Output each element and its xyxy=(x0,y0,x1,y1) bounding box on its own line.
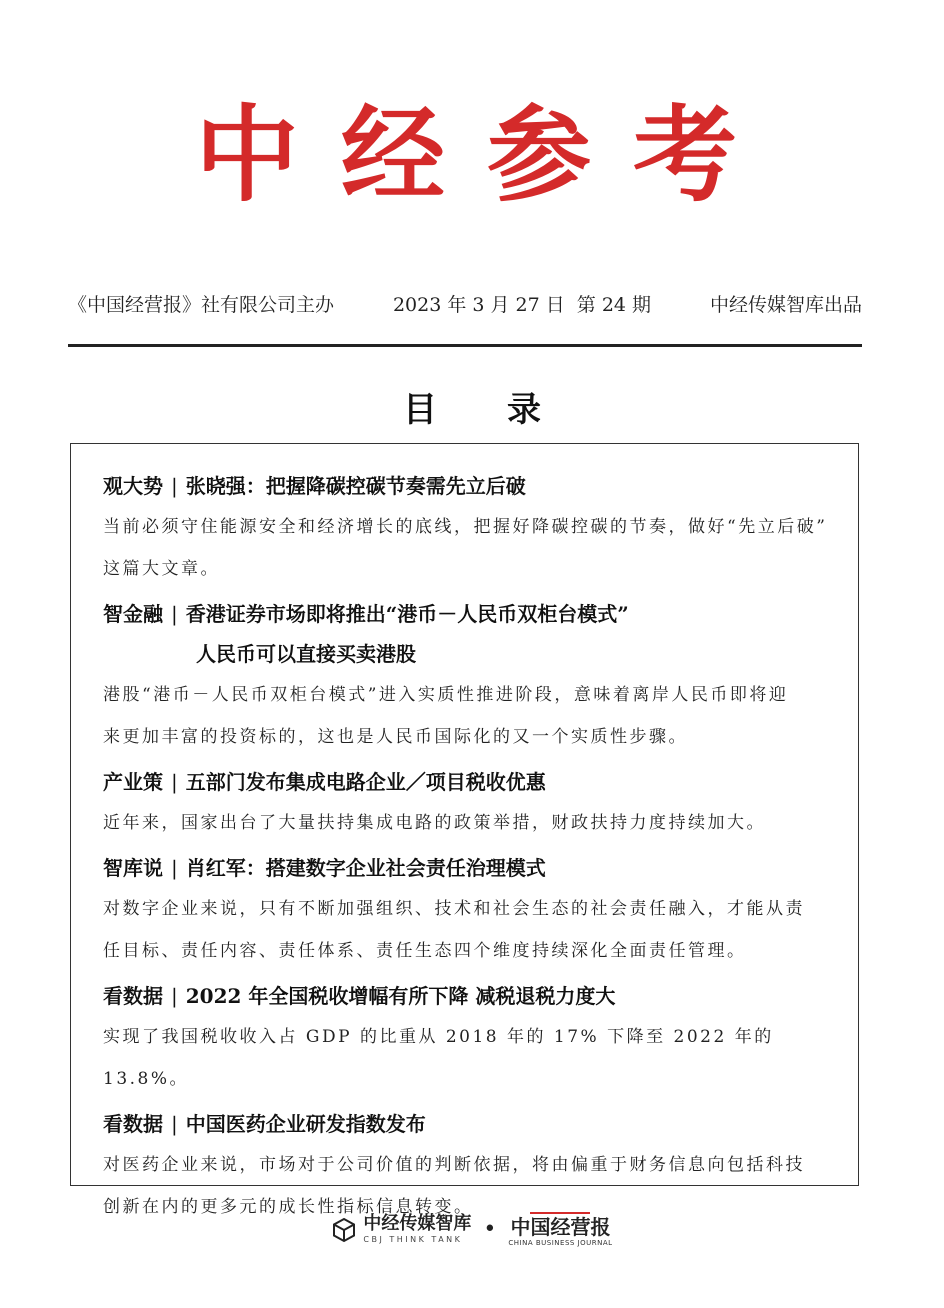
issue-meta-row xyxy=(68,290,862,317)
entry-section: 产业策 xyxy=(103,770,163,794)
newspaper-logo xyxy=(508,1212,612,1247)
toc-entry[interactable] xyxy=(103,976,840,1100)
entry-title-line2: 人民币可以直接买卖港股 xyxy=(196,642,416,666)
section-separator: | xyxy=(171,1112,178,1136)
entry-section: 看数据 xyxy=(103,1112,163,1136)
issue-date: 2023 年 3 月 27 日 xyxy=(392,294,565,316)
toc-entry[interactable] xyxy=(103,1104,840,1228)
entry-desc-line: 港股“港币－人民币双柜台模式”进入实质性推进阶段，意味着离岸人民币即将迎 xyxy=(103,685,789,705)
paper-name: 中国经营报 xyxy=(510,1215,611,1239)
entry-section: 智金融 xyxy=(103,602,163,626)
entry-title: 张晓强：把握降碳控碳节奏需先立后破 xyxy=(185,474,526,498)
section-separator: | xyxy=(171,474,178,498)
think-tank-logo xyxy=(331,1215,471,1244)
entry-title: 香港证券市场即将推出“港币－人民币双柜台模式” xyxy=(185,602,629,626)
section-separator: | xyxy=(171,856,178,880)
cube-logo-icon xyxy=(331,1217,357,1243)
toc-heading: 目录 xyxy=(403,390,611,430)
entry-title: 肖红军：搭建数字企业社会责任治理模式 xyxy=(185,856,546,880)
entry-desc-line: 对数字企业来说，只有不断加强组织、技术和社会生态的社会责任融入，才能从责 xyxy=(103,899,805,919)
section-separator: | xyxy=(171,602,178,626)
toc-box xyxy=(70,443,859,1217)
entry-desc-line: 近年来，国家出台了大量扶持集成电路的政策举措，财政扶持力度持续加大。 xyxy=(103,813,766,833)
entry-desc-line: 当前必须守住能源安全和经济增长的底线，把握好降碳控碳的节奏，做好“先立后破” xyxy=(103,517,828,537)
entry-section: 观大势 xyxy=(103,474,163,498)
entry-desc-line: 创新在内的更多元的成长性指标信息转变。 xyxy=(103,1197,474,1217)
entry-desc-line: 对医药企业来说，市场对于公司价值的判断依据，将由偏重于财务信息向包括科技 xyxy=(103,1155,805,1175)
footer-separator: • xyxy=(483,1217,497,1242)
producer-text: 中经传媒智库出品 xyxy=(709,294,862,316)
toc-entry[interactable] xyxy=(103,762,840,844)
issue-number: 第 24 期 xyxy=(576,294,652,316)
entry-desc-line: 实现了我国税收收入占 GDP 的比重从 2018 年的 17% 下降至 2022 年的 13.8%。 xyxy=(103,1027,774,1089)
header-divider xyxy=(68,344,862,347)
section-separator: | xyxy=(171,770,178,794)
issue-info xyxy=(393,290,651,317)
accent-bar xyxy=(530,1212,590,1214)
entry-section: 智库说 xyxy=(103,856,163,880)
entry-desc-line: 来更加丰富的投资标的，这也是人民币国际化的又一个实质性步骤。 xyxy=(103,727,688,747)
paper-english: CHINA BUSINESS JOURNAL xyxy=(508,1239,613,1247)
entry-desc-line: 任目标、责任内容、责任体系、责任生态四个维度持续深化全面责任管理。 xyxy=(103,941,747,961)
toc-entry[interactable] xyxy=(103,466,840,590)
entry-title: 中国医药企业研发指数发布 xyxy=(185,1112,426,1136)
entry-section: 看数据 xyxy=(103,984,163,1008)
brand-name: 中经传媒智库 xyxy=(363,1213,472,1234)
entry-desc-line: 这篇大文章。 xyxy=(103,559,220,579)
toc-entry[interactable] xyxy=(103,594,840,758)
brand-english: CBJ THINK TANK xyxy=(363,1235,463,1244)
footer-logos xyxy=(0,1212,944,1247)
entry-title: 五部门发布集成电路企业／项目税收优惠 xyxy=(185,770,546,794)
section-separator: | xyxy=(171,984,178,1008)
toc-entry[interactable] xyxy=(103,848,840,972)
sponsor-text: 《中国经营报》社有限公司主办 xyxy=(68,294,335,316)
entry-title: 2022 年全国税收增幅有所下降 减税退税力度大 xyxy=(185,984,616,1008)
masthead-title: 中经参考 xyxy=(194,93,779,216)
